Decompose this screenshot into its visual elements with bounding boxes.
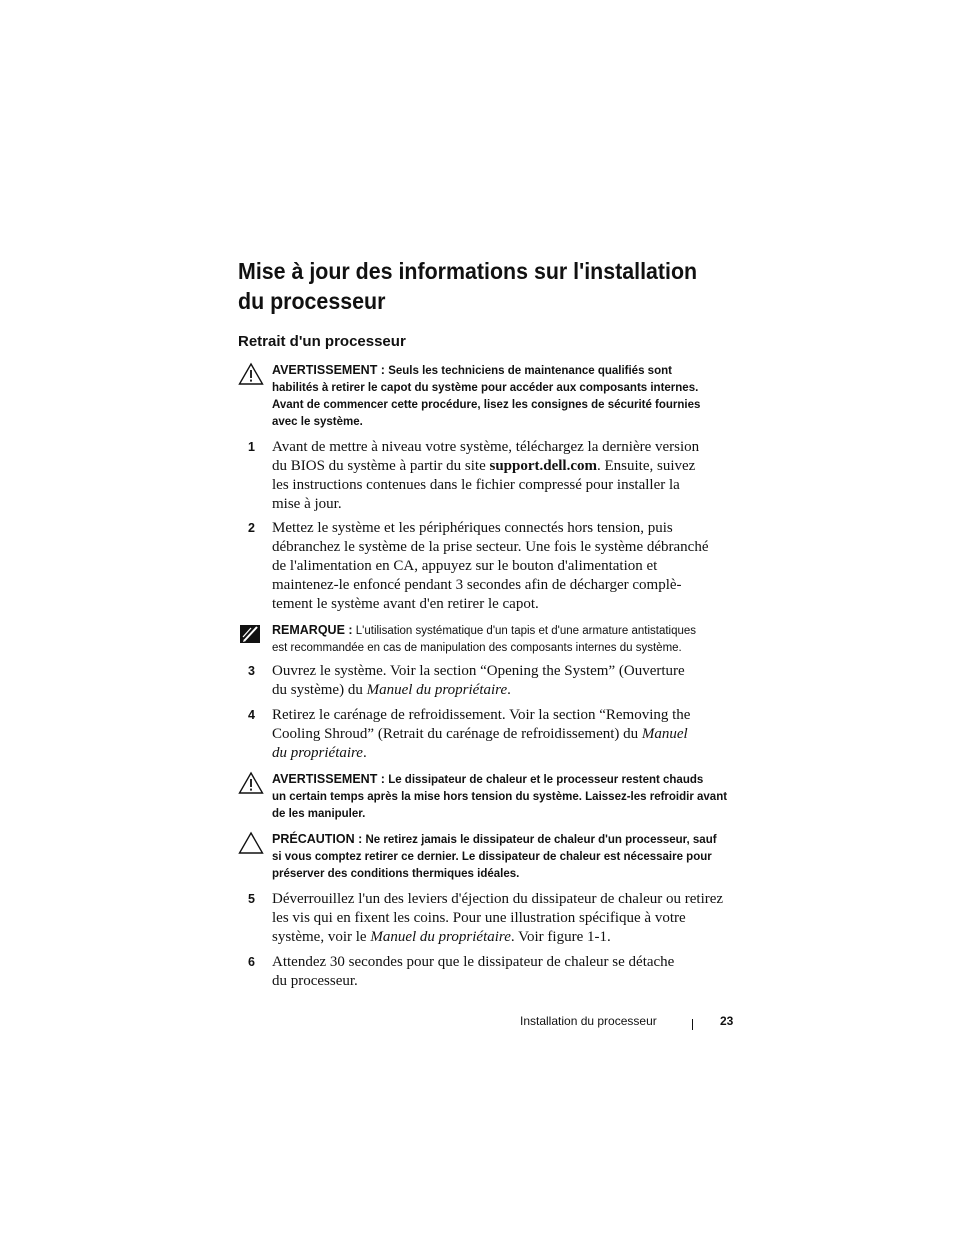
list-item: 3 Ouvrez le système. Voir la section “Opening the System” (Ouverture du système) du Manuel du propriétaire. <box>248 663 685 698</box>
list-item: 1 Avant de mettre à niveau votre système, téléchargez la dernière version du BIOS du système à partir du site support.dell.com. Ensuite, suivez les instructions contenues dans le fichier compressé pour installer la mise à jour. <box>248 439 700 512</box>
step-number: 1 <box>248 440 255 454</box>
support-link-text: support.dell.com <box>489 458 597 474</box>
warning-notice: AVERTISSEMENT : Le dissipateur de chaleur et le processeur restent chauds un certain temps après la mise hors tension du système. Laissez-les refroidir avant de les manipuler. <box>238 771 738 823</box>
step-number: 5 <box>248 892 255 906</box>
list-item: 4 Retirez le carénage de refroidissement. Voir la section “Removing the Cooling Shroud” (Retrait du carénage de refroidissement) du Manuel du propriétaire. <box>248 707 691 761</box>
page-number: 23 <box>720 1014 734 1028</box>
footer-section-title: Installation du processeur <box>520 1014 657 1028</box>
caution-triangle-icon <box>238 831 264 855</box>
step-number: 6 <box>248 955 255 969</box>
note-notice: REMARQUE : L'utilisation systématique d'un tapis et d'une armature antistatiques est recommandée en cas de manipulation des composants internes du système. <box>238 622 738 657</box>
step-number: 2 <box>248 521 255 535</box>
footer-separator <box>692 1019 693 1030</box>
warning-notice: AVERTISSEMENT : Seuls les techniciens de maintenance qualifiés sont habilités à retirer le capot du système pour accéder aux composants internes. Avant de commencer cette procédure, lisez les consignes de sécurité fournies avec le système. <box>238 362 738 431</box>
step-number: 3 <box>248 664 255 678</box>
page-title: Mise à jour des informations sur l'installation du processeur <box>238 258 698 314</box>
list-item: 6 Attendez 30 secondes pour que le dissipateur de chaleur se détache du processeur. <box>248 954 675 989</box>
list-item: 5 Déverrouillez l'un des leviers d'éjection du dissipateur de chaleur ou retirez les vis qui en fixent les coins. Pour une illustration spécifique à votre système, voir le Manuel du propriétaire. Voir figure 1-1. <box>248 891 724 945</box>
warning-triangle-icon <box>238 362 264 386</box>
list-item: 2 Mettez le système et les périphériques connectés hors tension, puis débranchez le système de la prise secteur. Une fois le système débranché de l'alimentation en CA, appuyez sur le bouton d'alimentation et maintenez-le enfoncé pendant 3 secondes afin de décharger complè- tement le système avant d'en retirer le capot. <box>248 520 709 612</box>
section-heading: Retrait d'un processeur <box>238 333 406 350</box>
warning-triangle-icon <box>238 771 264 795</box>
step-number: 4 <box>248 708 255 722</box>
caution-notice: PRÉCAUTION : Ne retirez jamais le dissipateur de chaleur d'un processeur, sauf si vous comptez retirer ce dernier. Le dissipateur de chaleur est nécessaire pour préserver des conditions thermiques idéales. <box>238 831 738 883</box>
note-pencil-icon <box>238 622 264 646</box>
page-footer <box>520 1014 738 1028</box>
